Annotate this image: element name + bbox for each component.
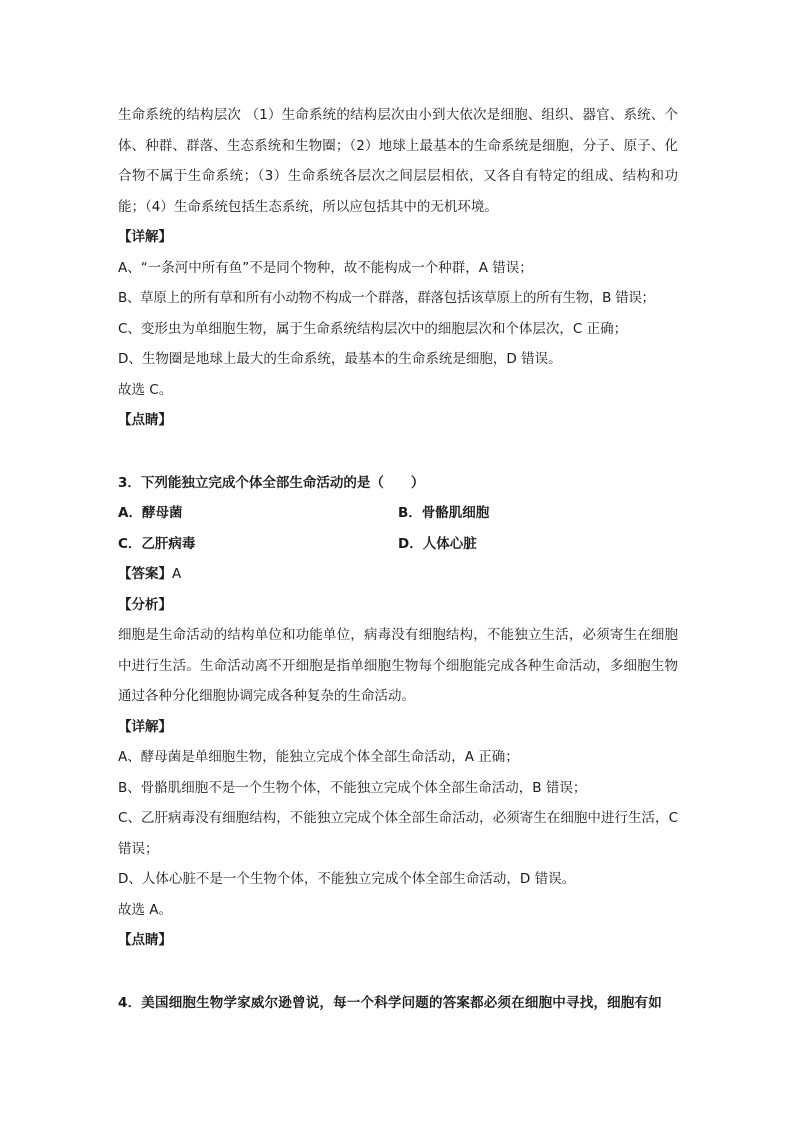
q3-detail-d: D、人体心脏不是一个生物个体，不能独立完成个体全部生命活动，D 错误。: [118, 871, 576, 887]
q3-analysis-tag: 【分析】: [118, 596, 172, 613]
q3-detail-a: A、酵母菌是单细胞生物，能独立完成个体全部生命活动，A 正确；: [118, 749, 519, 765]
q3-question: 3．下列能独立完成个体全部生命活动的是（ ）: [118, 474, 425, 491]
q3-answer-value: A: [172, 566, 182, 582]
q2-detail-line-c: C、变形虫为单细胞生物，属于生命系统结构层次中的细胞层次和个体层次，C 正确；: [118, 320, 628, 337]
q3-comment-tag: 【点睛】: [118, 932, 172, 948]
q2-comment-tag: 【点睛】: [118, 412, 172, 428]
q3-option-a: A．酵母菌: [118, 505, 183, 521]
q2-detail-line-b: B、草原上的所有草和所有小动物不构成一个群落，群落包括该草原上的所有生物，B 错误；: [118, 290, 655, 306]
q3-detail-c: C、乙肝病毒没有细胞结构，不能独立完成个体全部生命活动，必须寄生在细胞中进行生活，C 错误；: [118, 810, 678, 857]
q3-answer: [118, 559, 678, 590]
document-page: [118, 100, 678, 1018]
q3-answer-tag: 【答案】: [118, 566, 172, 582]
q3-option-d: D．人体心脏: [398, 535, 477, 552]
q2-detail-line-a: A、“一条河中所有鱼”不是同个物种，故不能构成一个种群，A 错误；: [118, 259, 533, 276]
section-gap: [118, 956, 678, 988]
q4-question: 4．美国细胞生物学家威尔逊曾说，每一个科学问题的答案都必须在细胞中寻找，细胞有如: [118, 994, 662, 1011]
q2-detail-line-d: D、生物圈是地球上最大的生命系统，最基本的生命系统是细胞，D 错误。: [118, 351, 562, 367]
q3-analysis-paragraph: 细胞是生命活动的结构单位和功能单位，病毒没有细胞结构，不能独立生活，必须寄生在细胞中进行生活。生命活动离不开细胞是指单细胞生物每个细胞能完成各种生命活动，多细胞生物通过各种分化细胞协调完成各种复杂的生命活动。: [118, 627, 678, 704]
q3-detail-tag: 【详解】: [118, 718, 172, 735]
q3-options: [118, 498, 678, 559]
q3-option-c: C．乙肝病毒: [118, 535, 196, 552]
q2-conclusion: 故选 C。: [118, 381, 173, 398]
q2-intro-paragraph: 生命系统的结构层次 （1）生命系统的结构层次由小到大依次是细胞、组织、器官、系统、个体、种群、群落、生态系统和生物圈；（2）地球上最基本的生命系统是细胞，分子、原子、化合物不属于生命系统；（3）生命系统各层次之间层层相依，又各自有特定的组成、结构和功能；（4）生命系统包括生态系统，所以应包括其中的无机环境。: [118, 107, 678, 215]
section-gap: [118, 436, 678, 468]
q3-conclusion: 故选 A。: [118, 901, 173, 918]
q2-detail-tag: 【详解】: [118, 229, 172, 245]
q3-option-b: B．骨骼肌细胞: [398, 505, 490, 521]
q3-detail-b: B、骨骼肌细胞不是一个生物个体，不能独立完成个体全部生命活动，B 错误；: [118, 779, 587, 796]
